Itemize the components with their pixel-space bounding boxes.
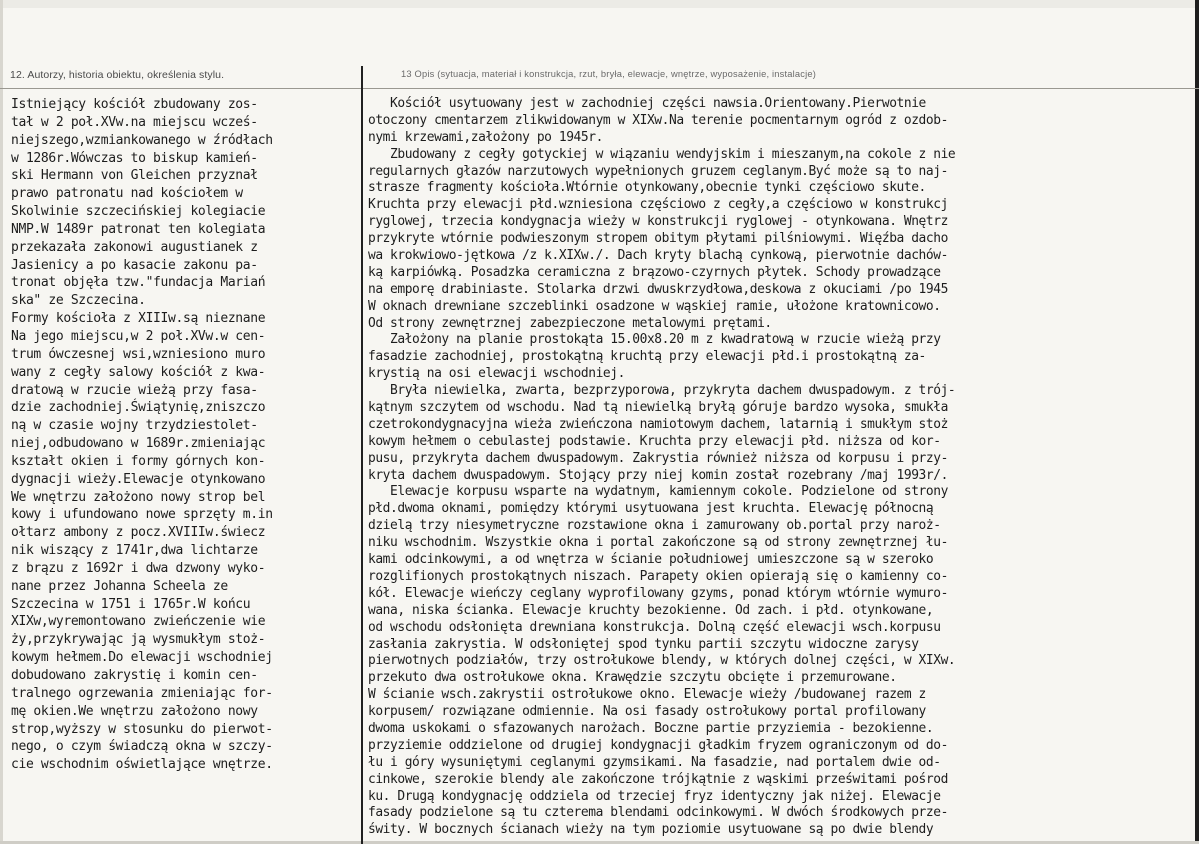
history-text-line: ołtarz ambony z pocz.XVIIIw.świecz (11, 525, 266, 541)
section-12-heading: 12. Autorzy, historia obiektu, określenia stylu. (10, 69, 225, 81)
description-text-line: przykryte wtórnie podwieszonym stropem obitym płytami pilśniowymi. Więźba dacho (368, 231, 948, 247)
history-text-line: Istniejący kościół zbudowany zos- (11, 97, 258, 112)
history-text-line: przekazała zakonowi augustianek z (11, 239, 258, 255)
history-text-line: niejszego,wzmiankowanego w źródłach (11, 132, 273, 148)
description-text-line: czetrokondygnacyjna wieża zwieńczona namiotowym dachem, latarnią i smukłym stoż (368, 416, 948, 432)
history-text-line: We wnętrzu założono nowy strop bel (11, 489, 266, 505)
history-text-line: wany z cegły salowy kościół z kwa- (11, 364, 266, 380)
description-text-line: przekuto dwa ostrołukowe okna. Krawędzie szczytu obcięte i przemurowane. (368, 670, 897, 686)
description-text-line: niku wschodnim. Wszystkie okna i portal zakończone są od strony zewnętrznej łu- (368, 535, 948, 551)
description-text-line: strasze fragmenty kościoła.Wtórnie otynkowany,obecnie tynki częściowo skute. (368, 180, 926, 196)
history-text-line: XIXw,wyremontowano zwieńczenie wie (11, 614, 266, 630)
history-text-line: ski Hermann von Gleichen przyznał (11, 168, 258, 184)
history-text-line: kowym hełmem.Do elewacji wschodniej (11, 650, 273, 666)
history-text-line: kształt okien i formy górnych kon- (11, 453, 266, 469)
history-text-line: nego, o czym świadczą okna w szczy- (11, 739, 273, 755)
description-text-line: płd.dwoma oknami, pomiędzy którymi usytuowana jest kruchta. Elewację północną (368, 501, 934, 517)
description-text-line: wana, niska ścianka. Elewacje kruchty bezokienne. Od zach. i płd. otynkowane, (368, 602, 934, 618)
history-text-line: Formy kościoła z XIIIw.są nieznane (11, 311, 266, 327)
description-column (368, 96, 1198, 839)
history-text-line: prawo patronatu nad kościołem w (11, 186, 243, 202)
description-text-line: wa krokwiowo-jętkowa /z k.XIXw./. Dach kryty blachą cynkową, pierwotnie dachów- (368, 248, 948, 264)
history-text-line: dratową w rzucie wieżą przy fasa- (11, 382, 258, 398)
description-text-line: fasady podzielone są tu czterema blendami odcinkowymi. W dwóch środkowych prze- (368, 805, 948, 821)
description-text-line: regularnych głazów narzutowych wypełnionych gruzem ceglanym.Być może są to naj- (368, 163, 948, 179)
description-text-line: dzielą trzy niesymetryczne rozstawione okna i zamurowany ob.portal przy naroż- (368, 518, 941, 534)
history-text-line: tał w 2 poł.XVw.na miejscu wcześ- (11, 114, 258, 130)
history-text-line: niej,odbudowano w 1689r.zmieniając (11, 436, 266, 452)
left-edge (0, 0, 3, 844)
description-text-line: ku. Drugą kondygnację oddziela od trzeciej fryz identyczny jak niżej. Elewacje (368, 788, 941, 804)
description-text-line: Bryła niewielka, zwarta, bezprzyporowa, przykryta dachem dwuspadowym. z trój- (368, 383, 956, 399)
description-text-line: przyziemie oddzielone od drugiej kondygnacji gładkim fryzem ograniczonym od do- (368, 737, 948, 753)
history-text-line: w 1286r.Wówczas to biskup kamień- (11, 150, 258, 166)
history-text-line: ska" ze Szczecina. (11, 293, 146, 309)
description-text-line: Założony na planie prostokąta 15.00x8.20 m z kwadratową w rzucie wieżą przy (368, 332, 941, 348)
description-text-line: fasadzie zachodniej, prostokątną kruchtą przy elewacji płd.i prostokątną za- (368, 349, 926, 365)
description-text-line: korpusem/ rozwiązane odmiennie. Na osi fasady ostrołukowy portal profilowany (368, 704, 926, 720)
history-text-line: kowy i ufundowano nowe sprzęty m.in (11, 507, 273, 523)
history-column (11, 96, 366, 774)
history-text-line: Na jego miejscu,w 2 poł.XVw.w cen- (11, 328, 266, 344)
history-text-line: nane przez Johanna Scheela ze (11, 578, 228, 594)
history-text-line: Skolwinie szczecińskiej kolegiacie (11, 204, 266, 220)
description-text-line: kół. Elewacje wieńczy ceglany wyprofilowany gzyms, ponad którym wtórnie wymuro- (368, 585, 948, 601)
description-text-line: W oknach drewniane szczeblinki osadzone w wąskiej ramie, ułożone kratownicowo. (368, 298, 941, 314)
description-text-line: kątnym szczytem od wschodu. Nad tą niewielką bryłą góruje bardzo wysoka, smukła (368, 400, 948, 416)
description-text-line: Zbudowany z cegły gotyckiej w wiązaniu wendyjskim i mieszanym,na cokole z nie (368, 146, 956, 162)
description-text-line: pierwotnych podziałów, trzy ostrołukowe blendy, w których dolnej części, w XIXw. (368, 653, 956, 669)
section-13-heading: 13 Opis (sytuacja, materiał i konstrukcja, rzut, bryła, elewacje, wnętrze, wyposażenie, instalacje) (401, 69, 817, 79)
history-text-line: dzie zachodniej.Świątynię,zniszczo (11, 400, 266, 416)
description-text-line: pusu, przykryta dachem dwuspadowym. Zakrystia również niższa od korpusu i przy- (368, 450, 948, 466)
description-text-line: ryglowej, trzecia kondygnacja wieży w konstrukcji ryglowej - otynkowana. Wnętrz (368, 214, 948, 230)
description-text-line: nymi krzewami,założony po 1945r. (368, 129, 603, 145)
description-text-line: krystią na osi elewacji wschodniej. (368, 366, 625, 382)
history-text-line: Szczecina w 1751 i 1765r.W końcu (11, 596, 251, 612)
description-text-line: kami odcinkowymi, a od wnętrza w ścianie południowej umieszczone są w szeroko (368, 552, 934, 568)
history-text-line: dygnacji wieży.Elewacje otynkowano (11, 471, 266, 487)
history-text-line: cie wschodnim oświetlające wnętrze. (11, 757, 273, 773)
history-text-line: nik wiszący z 1741r,dwa lichtarze (11, 543, 258, 559)
history-text-line: trum ówczesnej wsi,wzniesiono muro (11, 346, 266, 362)
history-text-line: z brązu z 1692r i dwa dzwony wyko- (11, 560, 266, 576)
description-text-line: kryta dachem dwuspadowym. Stojący przy niej komin został rozebrany /maj 1993r/. (368, 467, 948, 483)
history-text-line: NMP.W 1489r patronat ten kolegiata (11, 221, 266, 237)
history-text-line: dobudowano zakrystię i komin cen- (11, 668, 258, 683)
history-text-line: Jasienicy a po kasacie zakonu pa- (11, 257, 258, 273)
description-text-line: W ścianie wsch.zakrystii ostrołukowe okno. Elewacje wieży /budowanej razem z (368, 687, 926, 703)
description-text-line: zasłania zakrystia. W odsłoniętej spod tynku partii szczytu widoczne zarysy (368, 636, 919, 652)
description-text-line: otoczony cmentarzem zlikwidowanym w XIXw.Na terenie pocmentarnym ogród z ozdob- (368, 112, 948, 128)
description-text-line: ką karpiówką. Posadzka ceramiczna z brązowo-czyrnych płytek. Schody prowadzące (368, 264, 941, 280)
description-text-line: Elewacje korpusu wsparte na wydatnym, kamiennym cokole. Podzielone od strony (368, 484, 948, 500)
history-text-line: ną w czasie wojny trzydziestolet- (11, 418, 258, 434)
description-text-line: kowym hełmem o cebulastej podstawie. Kruchta przy elewacji płd. niższa od kor- (368, 433, 941, 449)
description-text-line: świty. W bocznych ścianach wieży na tym poziomie usytuowane są po dwie blendy (368, 822, 934, 838)
top-edge (0, 0, 1199, 8)
description-text-line: Kościół usytuowany jest w zachodniej części nawsia.Orientowany.Pierwotnie (368, 96, 926, 111)
description-text-line: łu i góry wysuniętymi ceglanymi gzymsikami. Na fasadzie, nad portalem dwie od- (368, 754, 941, 770)
description-text-line: rozglifionych prostokątnych niszach. Parapety okien opierają się o kamienny co- (368, 568, 948, 584)
history-text-line: ży,przykrywając ją wysmukłym stoż- (11, 632, 266, 648)
history-text-line: tralnego ogrzewania zmieniając for- (11, 685, 273, 701)
description-text-line: na emporę drabiniaste. Stolarka drzwi dwuskrzydłowa,deskowa z okuciami /po 1945 (368, 281, 948, 297)
description-text-line: od wschodu odsłonięta drewniana konstrukcja. Dolną część elewacji wsch.korpusu (368, 619, 941, 635)
history-text-line: mę okien.We wnętrzu założono nowy (11, 703, 258, 719)
history-text-line: strop,wyższy w stosunku do pierwot- (11, 721, 273, 737)
header-divider (0, 88, 1199, 89)
description-text-line: Od strony zewnętrznej zabezpieczone metalowymi prętami. (368, 315, 772, 331)
description-text-line: cinkowe, szerokie blendy ale zakończone trójkątnie z wąskimi prześwitami pośrod (368, 771, 948, 787)
history-text-line: tronat objęła tzw."fundacja Mariań (11, 275, 266, 291)
description-text-line: dwoma uskokami o sfazowanych narożach. Boczne partie przyziemia - bezokienne. (368, 720, 934, 736)
description-text-line: Kruchta przy elewacji płd.wzniesiona częściowo z cegły,a częściowo w konstrukcj (368, 197, 948, 213)
